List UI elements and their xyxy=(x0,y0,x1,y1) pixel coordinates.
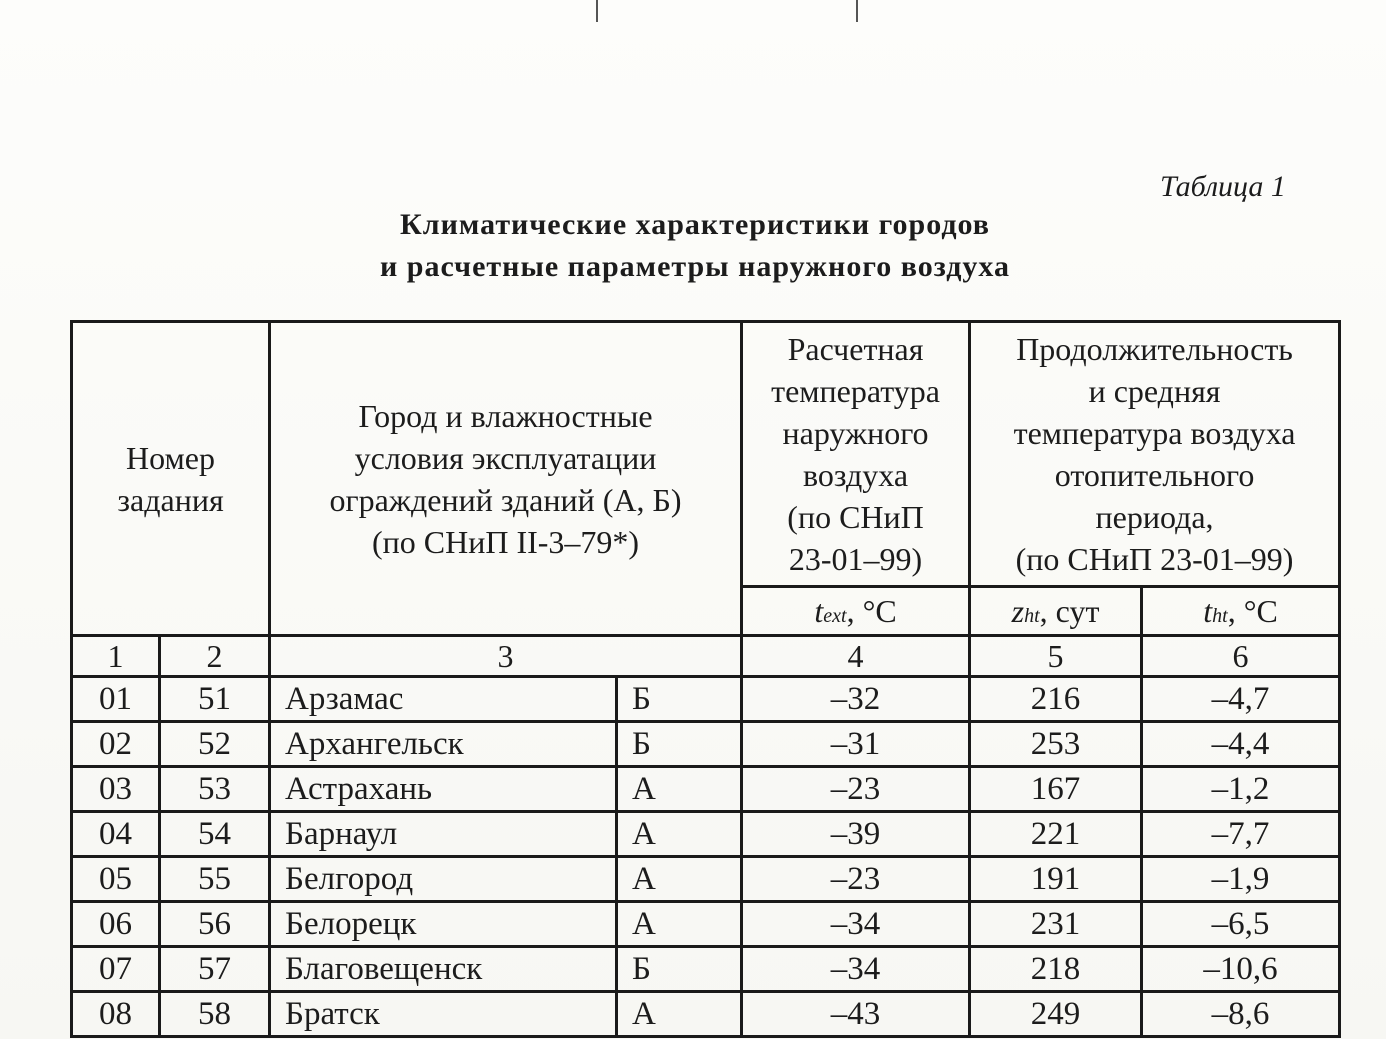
header-line: и средняя xyxy=(1088,373,1221,409)
city-name: Белгород xyxy=(270,857,617,902)
humidity-zone: А xyxy=(617,992,742,1037)
header-line: Расчетная xyxy=(787,331,924,367)
humidity-zone: А xyxy=(617,812,742,857)
climate-table xyxy=(70,320,1341,1038)
heating-avg-temperature: –10,6 xyxy=(1142,947,1340,992)
header-line: температура xyxy=(771,373,940,409)
header-line: условия эксплуатации xyxy=(354,439,657,476)
header-line: (по СНиП 23-01–99) xyxy=(1015,541,1294,577)
header-line: 23-01–99) xyxy=(788,541,923,577)
unit-subscript: ht xyxy=(1212,604,1228,627)
header-line: (по СНиП xyxy=(787,499,924,535)
header-task-number xyxy=(72,322,270,636)
unit-subscript: ext xyxy=(823,604,847,627)
table-row xyxy=(72,857,1340,902)
task-number-b: 55 xyxy=(160,857,270,902)
humidity-zone: А xyxy=(617,767,742,812)
task-number-a: 02 xyxy=(72,722,160,767)
task-number-a: 06 xyxy=(72,902,160,947)
header-line: периода, xyxy=(1095,499,1214,535)
column-number: 4 xyxy=(742,636,970,677)
column-number: 1 xyxy=(72,636,160,677)
heating-avg-temperature: –7,7 xyxy=(1142,812,1340,857)
humidity-zone: А xyxy=(617,857,742,902)
heating-avg-temperature: –1,2 xyxy=(1142,767,1340,812)
task-number-b: 53 xyxy=(160,767,270,812)
header-line: отопительного xyxy=(1054,457,1255,493)
header-task-text xyxy=(73,437,268,521)
task-number-a: 03 xyxy=(72,767,160,812)
design-temperature: –23 xyxy=(742,857,970,902)
humidity-zone: Б xyxy=(617,947,742,992)
header-temp-text xyxy=(743,328,968,580)
unit-text: , °C xyxy=(1227,592,1278,629)
column-number: 5 xyxy=(970,636,1142,677)
header-line: Город и влажностные xyxy=(358,397,653,434)
heating-avg-temperature: –4,7 xyxy=(1142,677,1340,722)
header-city-text xyxy=(271,395,740,563)
table-row xyxy=(72,677,1340,722)
heating-days: 231 xyxy=(970,902,1142,947)
header-line: температура воздуха xyxy=(1013,415,1296,451)
humidity-zone: А xyxy=(617,902,742,947)
task-number-a: 07 xyxy=(72,947,160,992)
task-number-b: 56 xyxy=(160,902,270,947)
unit-symbol: z xyxy=(1011,592,1025,629)
heating-days: 167 xyxy=(970,767,1142,812)
heating-days: 191 xyxy=(970,857,1142,902)
table-body xyxy=(72,677,1340,1037)
task-number-a: 05 xyxy=(72,857,160,902)
design-temperature: –39 xyxy=(742,812,970,857)
table-row xyxy=(72,722,1340,767)
task-number-b: 52 xyxy=(160,722,270,767)
unit-text: , °C xyxy=(846,592,897,629)
header-line: ограждений зданий (А, Б) xyxy=(329,481,682,518)
table-title-line-1: Климатические характеристики городов xyxy=(400,208,990,241)
table-title-line-2: и расчетные параметры наружного воздуха xyxy=(380,250,1010,283)
unit-text: , сут xyxy=(1039,592,1100,629)
column-number: 3 xyxy=(270,636,742,677)
city-name: Астрахань xyxy=(270,767,617,812)
header-period-text xyxy=(971,328,1338,580)
design-temperature: –34 xyxy=(742,902,970,947)
unit-symbol: t xyxy=(814,592,824,629)
header-design-temperature xyxy=(742,322,970,587)
header-line: Продолжительность xyxy=(1016,331,1293,367)
heating-days: 218 xyxy=(970,947,1142,992)
table-row xyxy=(72,902,1340,947)
header-line: воздуха xyxy=(803,457,909,493)
header-line: Номер xyxy=(126,439,215,476)
heating-avg-temperature: –1,9 xyxy=(1142,857,1340,902)
heating-days: 253 xyxy=(970,722,1142,767)
heating-avg-temperature: –8,6 xyxy=(1142,992,1340,1037)
heating-avg-temperature: –6,5 xyxy=(1142,902,1340,947)
table-row xyxy=(72,947,1340,992)
task-number-a: 01 xyxy=(72,677,160,722)
task-number-a: 04 xyxy=(72,812,160,857)
humidity-zone: Б xyxy=(617,722,742,767)
header-line: (по СНиП II-3–79*) xyxy=(371,523,640,560)
city-name: Братск xyxy=(270,992,617,1037)
header-heating-period xyxy=(970,322,1340,587)
city-name: Белорецк xyxy=(270,902,617,947)
task-number-b: 54 xyxy=(160,812,270,857)
table-row xyxy=(72,767,1340,812)
unit-z-ht xyxy=(970,587,1142,636)
table-row xyxy=(72,812,1340,857)
heating-avg-temperature: –4,4 xyxy=(1142,722,1340,767)
heating-days: 249 xyxy=(970,992,1142,1037)
unit-subscript: ht xyxy=(1024,604,1040,627)
header-line: наружного xyxy=(782,415,929,451)
task-number-b: 57 xyxy=(160,947,270,992)
heating-days: 221 xyxy=(970,812,1142,857)
design-temperature: –43 xyxy=(742,992,970,1037)
task-number-b: 58 xyxy=(160,992,270,1037)
header-line: задания xyxy=(117,481,224,518)
page-edge-mark xyxy=(596,0,598,22)
task-number-a: 08 xyxy=(72,992,160,1037)
design-temperature: –32 xyxy=(742,677,970,722)
heating-days: 216 xyxy=(970,677,1142,722)
city-name: Благовещенск xyxy=(270,947,617,992)
city-name: Барнаул xyxy=(270,812,617,857)
design-temperature: –34 xyxy=(742,947,970,992)
table-number-label: Таблица 1 xyxy=(1160,170,1286,203)
task-number-b: 51 xyxy=(160,677,270,722)
column-number-row xyxy=(72,636,1340,677)
city-name: Архангельск xyxy=(270,722,617,767)
column-number: 2 xyxy=(160,636,270,677)
table-row xyxy=(72,992,1340,1037)
page-edge-mark xyxy=(856,0,858,22)
unit-t-ht xyxy=(1142,587,1340,636)
column-number: 6 xyxy=(1142,636,1340,677)
header-row xyxy=(72,322,1340,587)
unit-symbol: t xyxy=(1203,592,1213,629)
humidity-zone: Б xyxy=(617,677,742,722)
unit-t-ext xyxy=(742,587,970,636)
design-temperature: –23 xyxy=(742,767,970,812)
city-name: Арзамас xyxy=(270,677,617,722)
design-temperature: –31 xyxy=(742,722,970,767)
header-city xyxy=(270,322,742,636)
